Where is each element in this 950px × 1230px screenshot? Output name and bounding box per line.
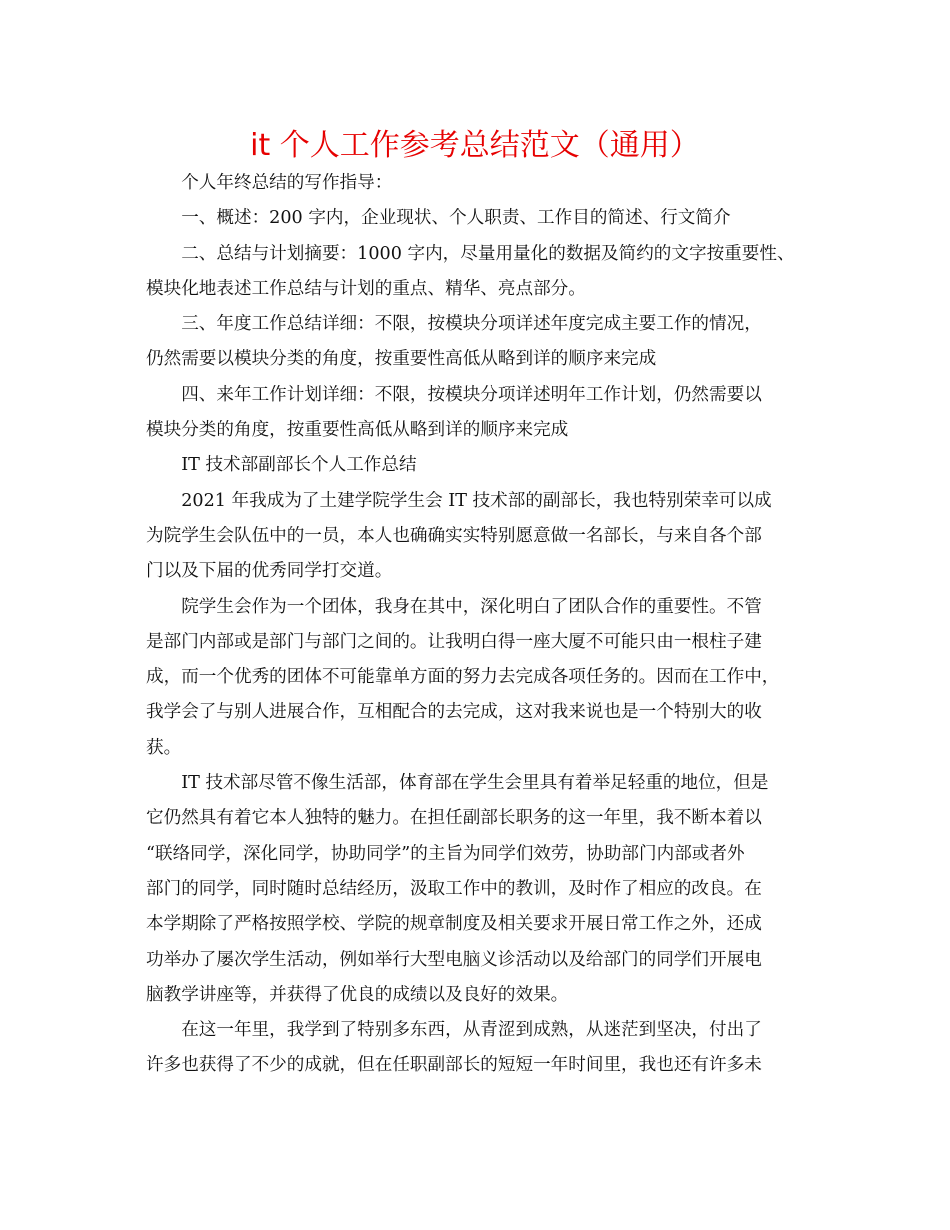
paragraph-line: 是部门内部或是部门与部门之间的。让我明白得一座大厦不可能只由一根柱子建 xyxy=(146,631,762,652)
paragraph-line: 部门的同学，同时随时总结经历，汲取工作中的教训，及时作了相应的改良。在 xyxy=(146,878,762,899)
paragraph-line: 成，而一个优秀的团体不可能靠单方面的努力去完成各项任务的。因而在工作中， xyxy=(146,667,780,688)
paragraph-line: 仍然需要以模块分类的角度，按重要性高低从略到详的顺序来完成 xyxy=(146,349,657,370)
paragraph-line: 为院学生会队伍中的一员，本人也确确实实特别愿意做一名部长，与来自各个部 xyxy=(146,525,762,546)
paragraph xyxy=(146,378,816,449)
paragraph xyxy=(146,766,816,1013)
paragraph-line: 2021 年我成为了土建学院学生会 IT 技术部的副部长，我也特别荣幸可以成 xyxy=(181,490,772,511)
paragraph xyxy=(146,590,816,766)
paragraph-line: 在这一年里，我学到了特别多东西，从青涩到成熟，从迷茫到坚决，付出了 xyxy=(181,1020,762,1041)
paragraph-line: 获。 xyxy=(146,737,182,758)
paragraph-line: 我学会了与别人进展合作，互相配合的去完成，这对我来说也是一个特别大的收 xyxy=(146,702,762,723)
paragraph-line: 模块分类的角度，按重要性高低从略到详的顺序来完成 xyxy=(146,420,569,441)
paragraph-line: 二、总结与计划摘要：1000 字内，尽量用量化的数据及简约的文字按重要性、 xyxy=(181,243,795,264)
paragraph xyxy=(146,166,816,201)
document-body xyxy=(146,166,816,1084)
paragraph-line: 模块化地表述工作总结与计划的重点、精华、亮点部分。 xyxy=(146,278,586,299)
paragraph-line: 门以及下届的优秀同学打交道。 xyxy=(146,561,393,582)
paragraph-line: IT 技术部副部长个人工作总结 xyxy=(181,455,417,476)
paragraph-line: IT 技术部尽管不像生活部，体育部在学生会里具有着举足轻重的地位，但是 xyxy=(181,773,769,794)
paragraph xyxy=(146,484,816,590)
paragraph-line: 一、概述：200 字内，企业现状、个人职责、工作目的简述、行文简介 xyxy=(181,208,731,229)
paragraph-line: 功举办了屡次学生活动，例如举行大型电脑义诊活动以及给部门的同学们开展电 xyxy=(146,949,762,970)
paragraph xyxy=(146,201,816,236)
paragraph-line: 院学生会作为一个团体，我身在其中，深化明白了团队合作的重要性。不管 xyxy=(181,596,762,617)
paragraph-line: 个人年终总结的写作指导： xyxy=(181,173,393,193)
paragraph xyxy=(146,1013,816,1084)
paragraph xyxy=(146,448,816,483)
paragraph-line: 脑教学讲座等，并获得了优良的成绩以及良好的效果。 xyxy=(146,984,569,1005)
document-title: it 个人工作参考总结范文（通用） xyxy=(250,128,700,163)
paragraph-line: “联络同学，深化同学，协助同学”的主旨为同学们效劳，协助部门内部或者外 xyxy=(146,843,745,864)
paragraph xyxy=(146,237,816,308)
paragraph-line: 它仍然具有着它本人独特的魅力。在担任副部长职务的这一年里，我不断本着以 xyxy=(146,808,762,829)
paragraph-line: 三、年度工作总结详细：不限，按模块分项详述年度完成主要工作的情况， xyxy=(181,314,762,335)
paragraph xyxy=(146,307,816,378)
paragraph-line: 四、来年工作计划详细：不限，按模块分项详述明年工作计划，仍然需要以 xyxy=(181,384,762,405)
paragraph-line: 本学期除了严格按照学校、学院的规章制度及相关要求开展日常工作之外，还成 xyxy=(146,914,762,935)
paragraph-line: 许多也获得了不少的成就，但在任职副部长的短短一年时间里，我也还有许多未 xyxy=(146,1055,762,1076)
